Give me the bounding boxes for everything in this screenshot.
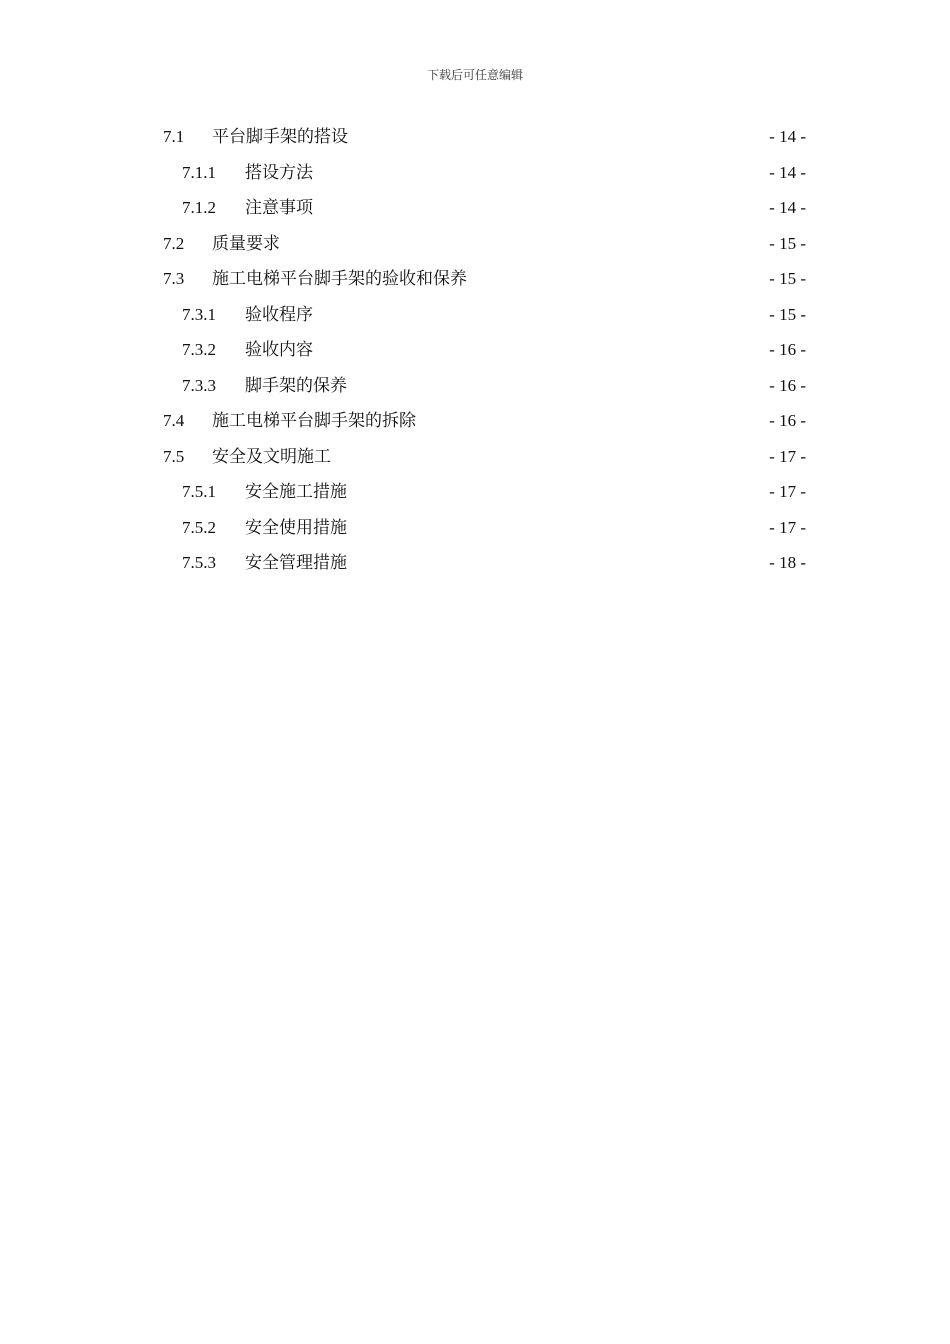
toc-entry-page: - 17 - — [769, 482, 806, 501]
toc-entry-title: 施工电梯平台脚手架的验收和保养 — [212, 269, 467, 289]
page-header: 下载后可任意编辑 — [426, 68, 523, 82]
toc-entry[interactable] — [163, 155, 806, 191]
toc-entry[interactable] — [163, 368, 806, 404]
toc-entry[interactable] — [163, 297, 806, 333]
toc-entry-page: - 15 - — [769, 304, 806, 324]
table-of-contents — [163, 119, 806, 581]
toc-entry[interactable] — [163, 119, 806, 155]
toc-entry-page: - 17 - — [769, 446, 806, 466]
toc-entry-number: 7.1.2 — [182, 198, 216, 217]
toc-entry-page: - 18 - — [769, 553, 806, 572]
toc-entry-number: 7.3.2 — [182, 340, 216, 359]
toc-entry-page: - 14 - — [769, 198, 806, 217]
toc-entry[interactable] — [163, 474, 806, 510]
toc-entry-title: 验收内容 — [245, 340, 313, 360]
toc-entry-number: 7.5.1 — [182, 482, 216, 501]
toc-entry-page: - 16 - — [769, 340, 806, 359]
toc-entry-title: 质量要求 — [212, 233, 280, 254]
toc-entry[interactable] — [163, 226, 806, 262]
toc-entry-number: 7.1 — [163, 127, 185, 146]
toc-entry-page: - 15 - — [769, 233, 806, 253]
toc-entry-number: 7.3.3 — [182, 375, 216, 395]
toc-entry-page: - 15 - — [769, 269, 806, 288]
toc-entry-title: 脚手架的保养 — [245, 375, 347, 396]
toc-entry-title: 验收程序 — [245, 304, 313, 325]
toc-entry-title: 安全施工措施 — [245, 482, 347, 502]
toc-entry[interactable] — [163, 332, 806, 368]
toc-entry[interactable] — [163, 403, 806, 439]
toc-entry[interactable] — [163, 261, 806, 297]
toc-entry-title: 安全管理措施 — [245, 553, 347, 573]
toc-entry-title: 注意事项 — [245, 198, 313, 218]
toc-entry-title: 平台脚手架的搭设 — [212, 127, 348, 147]
toc-entry-number: 7.3 — [163, 269, 185, 288]
toc-entry-title: 安全及文明施工 — [212, 446, 331, 467]
toc-entry[interactable] — [163, 439, 806, 475]
toc-entry-page: - 16 - — [769, 375, 806, 395]
toc-entry-number: 7.5.3 — [182, 553, 216, 572]
toc-entry-number: 7.1.1 — [182, 162, 216, 182]
toc-entry-title: 搭设方法 — [245, 162, 313, 183]
toc-entry[interactable] — [163, 510, 806, 546]
toc-entry-number: 7.3.1 — [182, 304, 216, 324]
toc-entry-page: - 17 - — [769, 517, 806, 537]
toc-entry-title: 安全使用措施 — [245, 517, 347, 538]
toc-entry[interactable] — [163, 190, 806, 226]
toc-entry-page: - 16 - — [769, 411, 806, 430]
toc-entry-number: 7.2 — [163, 233, 185, 253]
toc-entry-number: 7.5 — [163, 446, 185, 466]
toc-entry-number: 7.4 — [163, 411, 185, 430]
toc-entry[interactable] — [163, 545, 806, 581]
toc-entry-title: 施工电梯平台脚手架的拆除 — [212, 411, 416, 431]
toc-entry-page: - 14 - — [769, 162, 806, 182]
toc-entry-number: 7.5.2 — [182, 517, 216, 537]
toc-entry-page: - 14 - — [769, 127, 806, 146]
